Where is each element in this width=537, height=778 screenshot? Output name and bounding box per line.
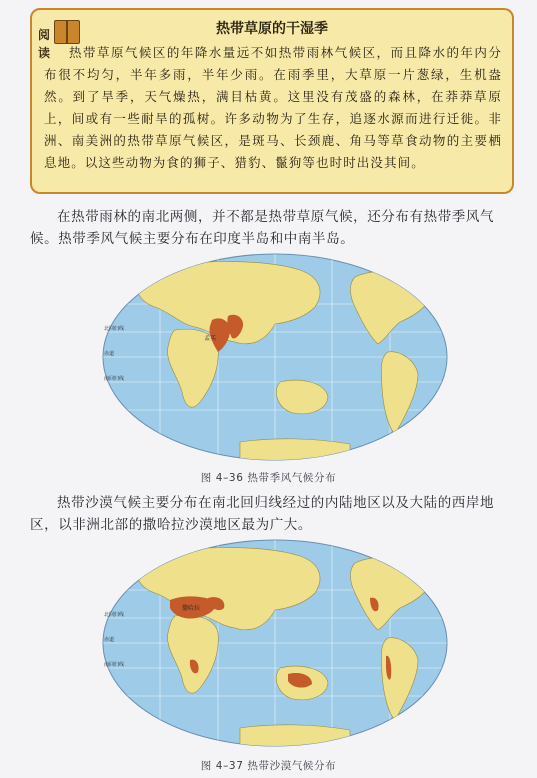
label-tropic-south-2: 南回归线	[104, 662, 125, 668]
figure-caption-1: 图 4–36 热带季风气候分布	[200, 472, 337, 484]
label-equator-2: 赤道	[104, 637, 115, 643]
label-monsoon: 孟买	[204, 335, 217, 342]
body-paragraph-2: 热带沙漠气候主要分布在南北回归线经过的内陆地区以及大陆的西岸地区，以非洲北部的撒哈拉沙漠地区最为广大。	[30, 495, 495, 533]
antarctica	[240, 439, 350, 462]
world-map-1	[100, 252, 450, 462]
antarctica	[240, 725, 350, 748]
reading-paragraph: 热带草原气候区的年降水量远不如热带雨林气候区，而且降水的年内分布很不均匀，半年多雨，半年少雨。在雨季里，大草原一片葱绿，生机盎然。到了旱季，天气燥热，满目枯黄。这里没有茂盛的森林，在莽莽草原上，间或有一些耐旱的孤树。许多动物为了生存，追逐水源而进行迁徙。非洲、南美洲的热带草原气候区，是斑马、长颈鹿、角马等草食动物的主要栖息地。以这些动物为食的狮子、猎豹、鬣狗等也时时出没其间。	[44, 45, 502, 170]
reading-box	[30, 8, 514, 194]
reading-badge-char-1: 阅	[38, 28, 51, 42]
world-map-2	[100, 538, 450, 748]
reading-badge-char-2: 读	[38, 46, 51, 60]
label-equator-1: 赤道	[104, 351, 115, 357]
label-tropic-north-2: 北回归线	[104, 612, 125, 618]
label-tropic-south-1: 南回归线	[104, 376, 125, 382]
label-tropic-north-1: 北回归线	[104, 326, 125, 332]
map-tropical-monsoon	[100, 252, 450, 462]
body-paragraph-1: 在热带雨林的南北两侧，并不都是热带草原气候，还分布有热带季风气候。热带季风气候主要分布在印度半岛和中南半岛。	[30, 209, 495, 247]
label-sahara: 撒哈拉	[182, 605, 201, 612]
reading-title: 热带草原的干湿季	[216, 21, 328, 37]
figure-caption-2: 图 4–37 热带沙漠气候分布	[200, 760, 337, 772]
map-tropical-desert	[100, 538, 450, 748]
